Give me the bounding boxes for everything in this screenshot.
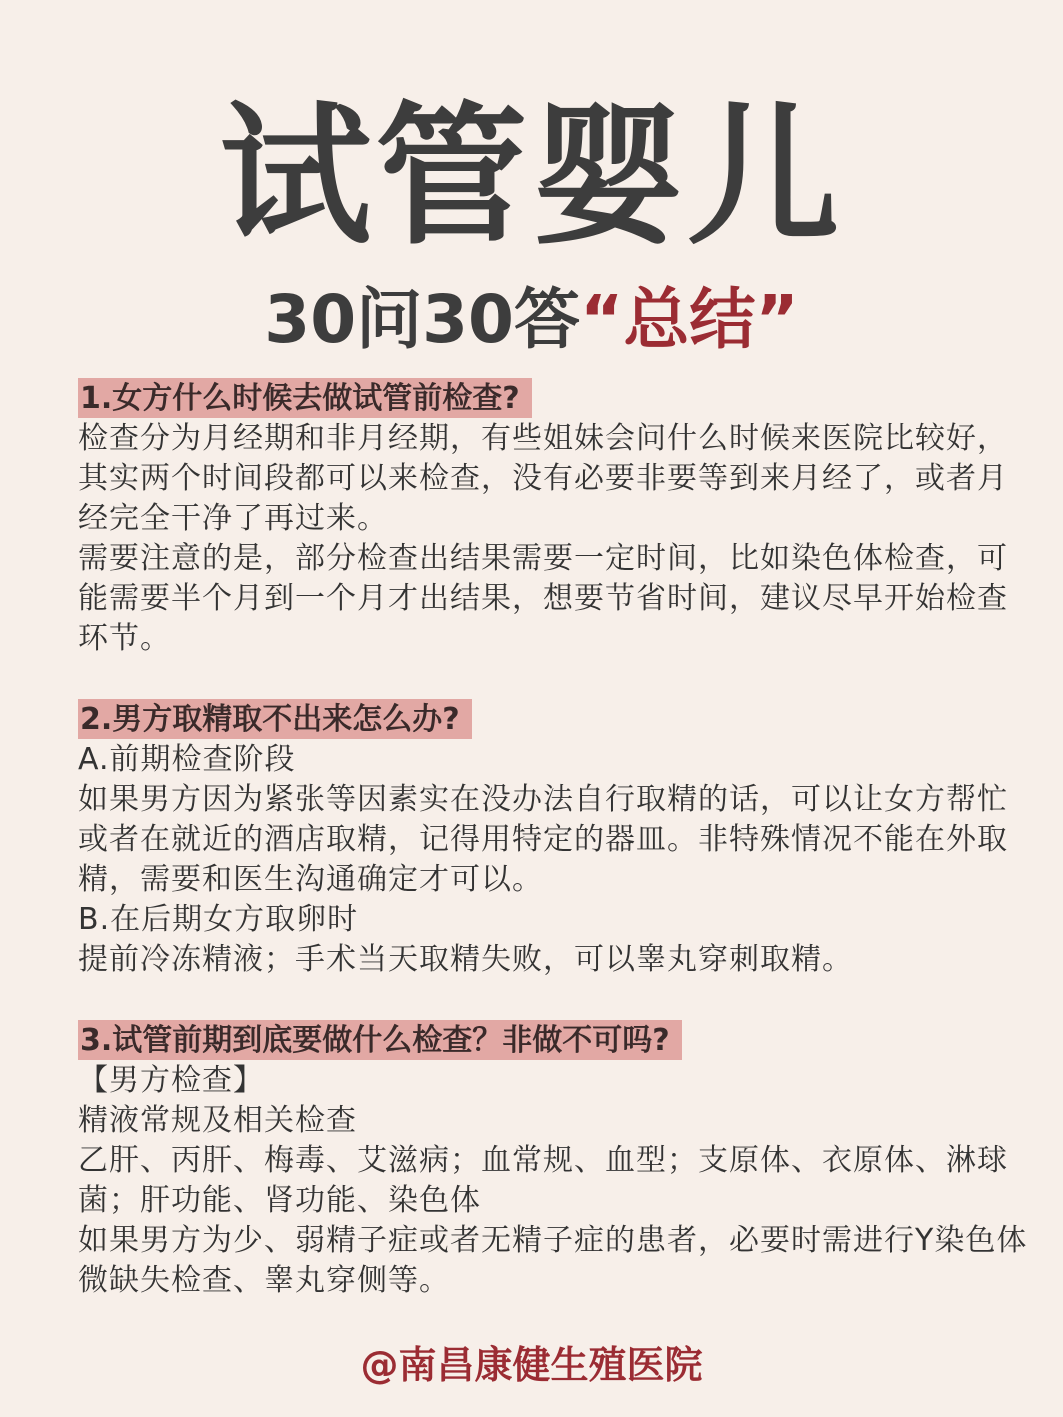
subtitle-prefix: 30问30答 — [264, 281, 580, 358]
answer-paragraph: 需要注意的是，部分检查出结果需要一定时间，比如染色体检查，可能需要半个月到一个月才出结果，想要节省时间，建议尽早开始检查环节。 — [78, 541, 1008, 656]
answer-paragraph: 乙肝、丙肝、梅毒、艾滋病；血常规、血型；支原体、衣原体、淋球菌；肝功能、肾功能、染色体 — [78, 1143, 1008, 1218]
answer-paragraph: 提前冷冻精液；手术当天取精失败，可以睾丸穿刺取精。 — [78, 942, 853, 977]
answer-subheading: B.在后期女方取卵时 — [78, 902, 359, 937]
page-subtitle — [0, 280, 1063, 360]
qa-section-2 — [78, 699, 1028, 980]
footer-handle: @南昌康健生殖医院 — [360, 1343, 703, 1387]
answer-paragraph: 如果男方因为紧张等因素实在没办法自行取精的话，可以让女方帮忙或者在就近的酒店取精，记得用特定的器皿。非特殊情况不能在外取精，需要和医生沟通确定才可以。 — [78, 782, 1008, 897]
answer-subheading: 【男方检查】 — [78, 1063, 264, 1098]
answer-paragraph: 如果男方为少、弱精子症或者无精子症的患者，必要时需进行Y染色体微缺失检查、睾丸穿侧等。 — [78, 1223, 1028, 1298]
page-title: 试管婴儿 — [219, 88, 844, 265]
answer-paragraph: 检查分为月经期和非月经期，有些姐妹会问什么时候来医院比较好，其实两个时间段都可以来检查，没有必要非要等到来月经了，或者月经完全干净了再过来。 — [78, 421, 1008, 536]
answer-subheading: A.前期检查阶段 — [78, 742, 296, 777]
subtitle-accent: “总结” — [579, 281, 799, 358]
qa-section-1 — [78, 378, 1028, 659]
qa-content — [78, 378, 1028, 1341]
qa-section-3 — [78, 1020, 1028, 1301]
question-heading: 2.男方取精取不出来怎么办? — [78, 699, 472, 739]
question-heading: 1.女方什么时候去做试管前检查? — [78, 378, 532, 418]
answer-paragraph: 精液常规及相关检查 — [78, 1103, 357, 1138]
question-heading: 3.试管前期到底要做什么检查？非做不可吗? — [78, 1020, 682, 1060]
